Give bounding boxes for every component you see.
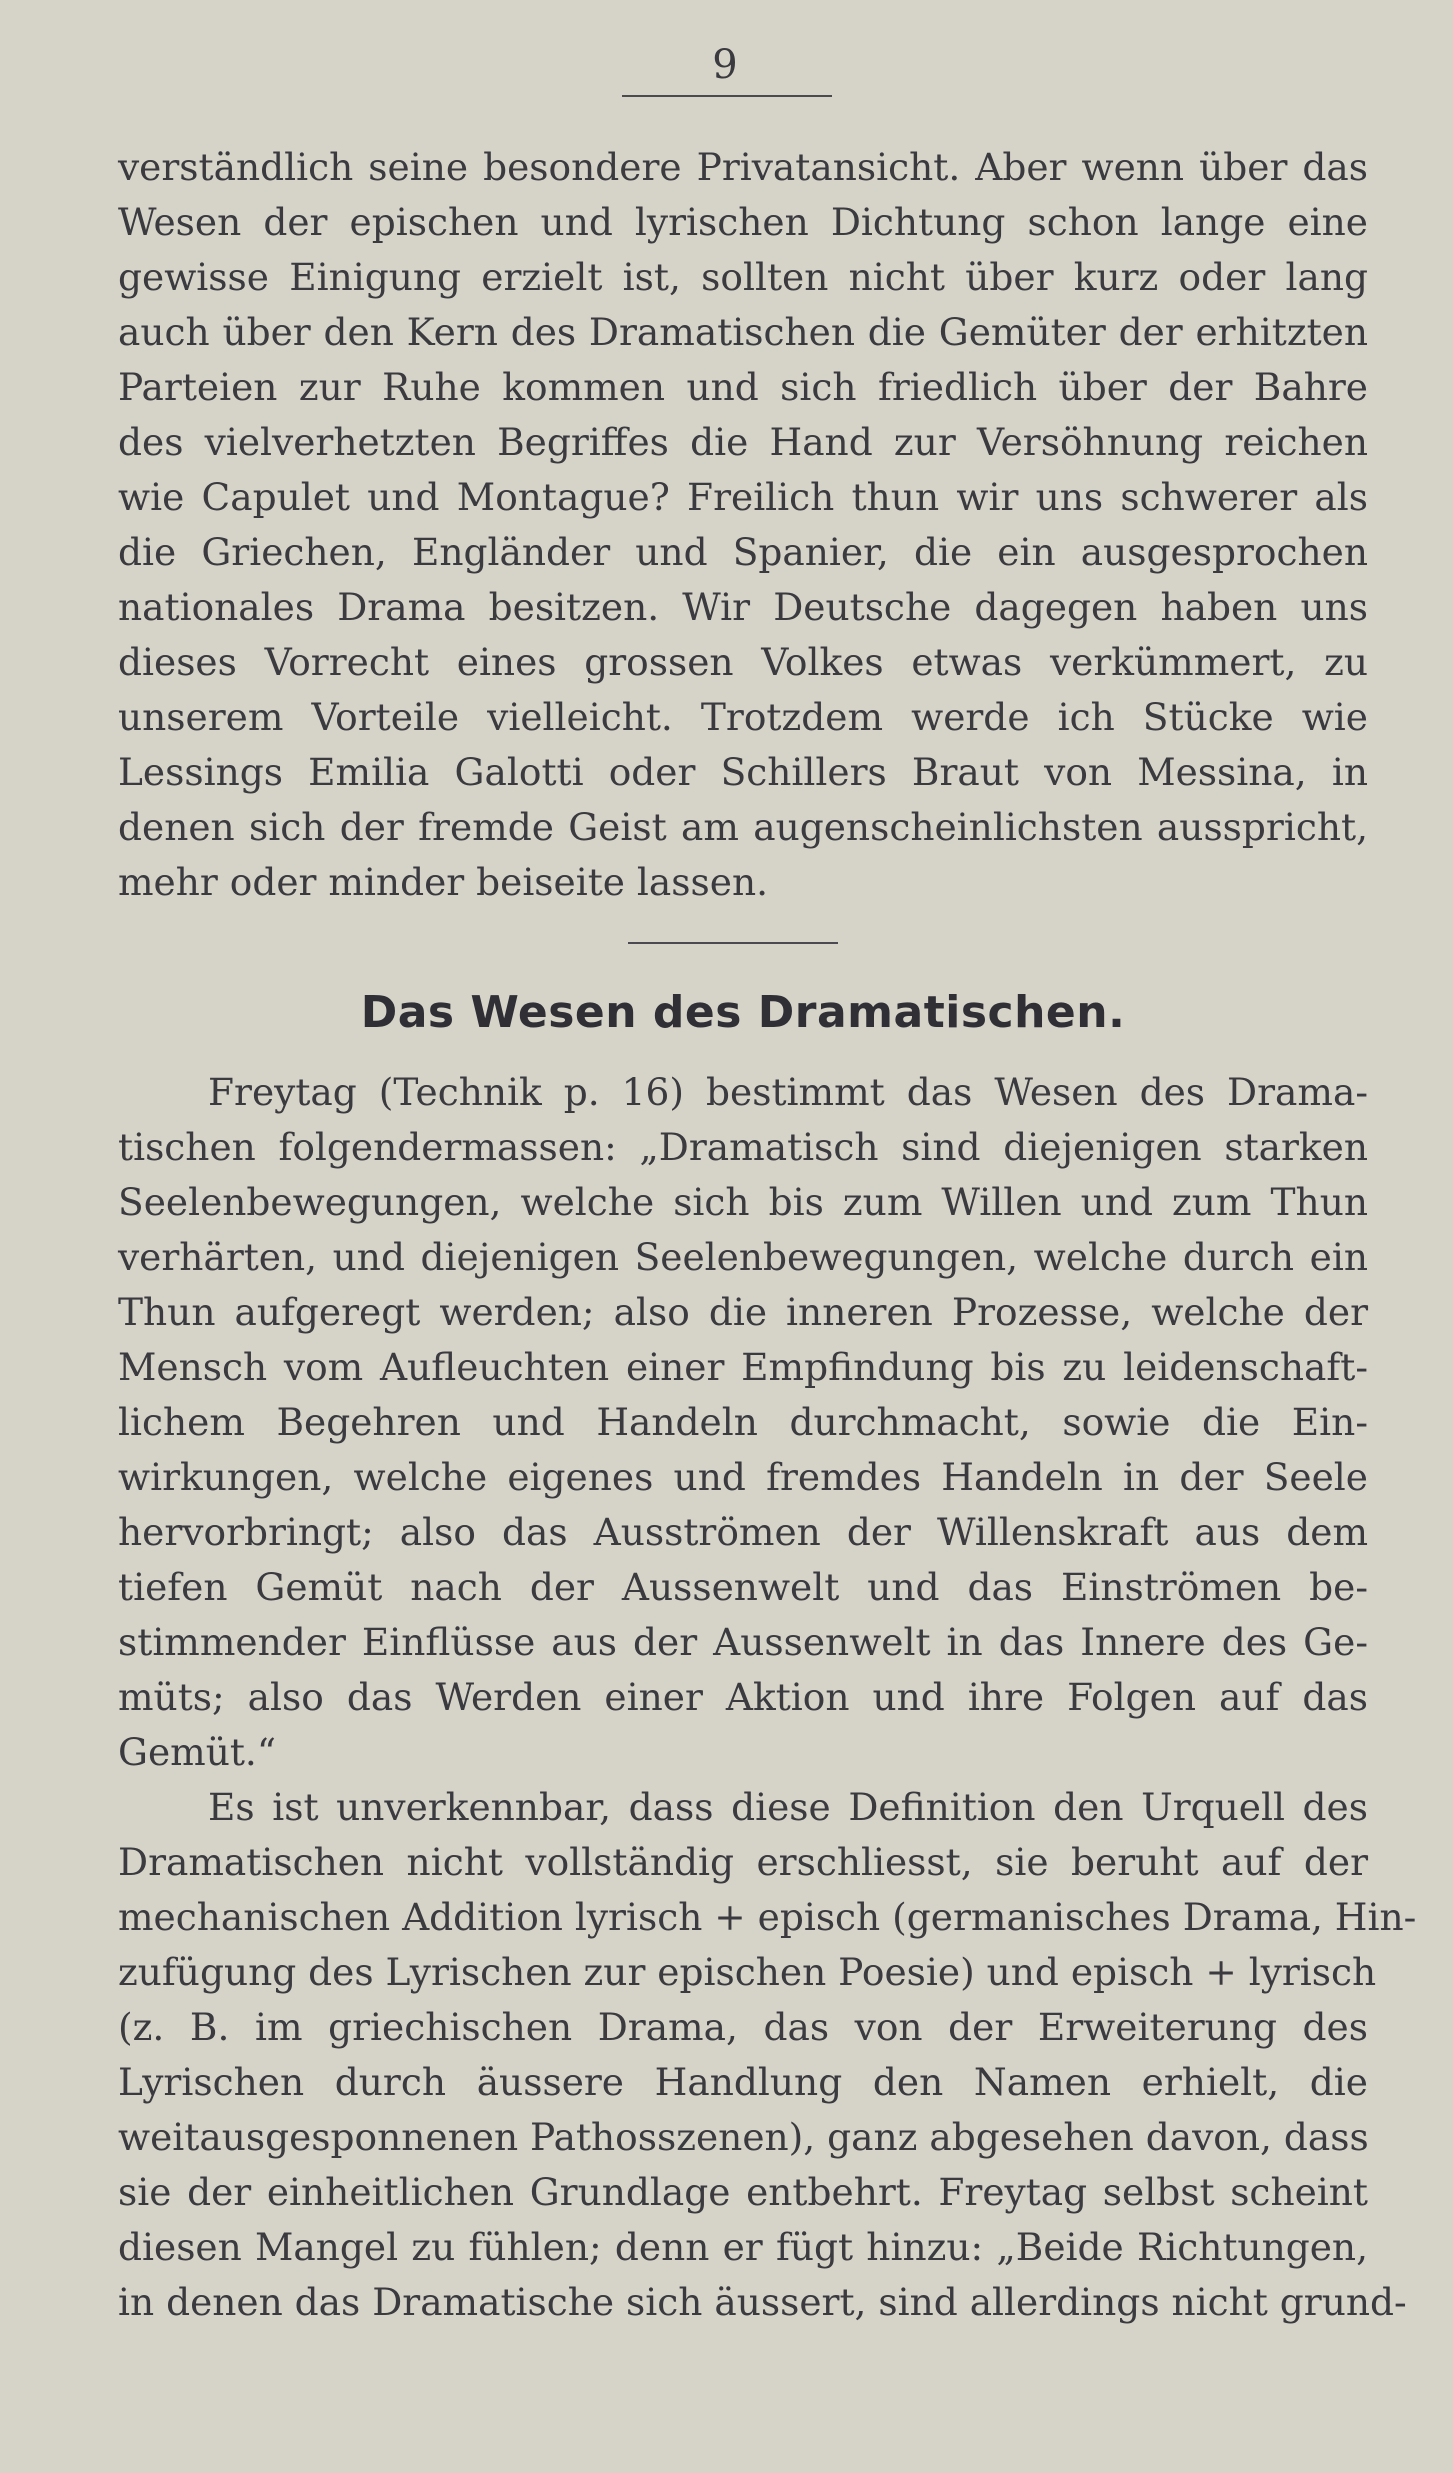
- paragraph-freytag-definition: [118, 1065, 1368, 1780]
- text-line: mechanischen Addition lyrisch + episch (germanisches Drama, Hin-: [118, 1895, 1417, 1939]
- text-line: (z. B. im griechischen Drama, das von der Erweiterung des: [118, 2005, 1368, 2049]
- text-line: weitausgesponnenen Pathosszenen), ganz abgesehen davon, dass: [118, 2115, 1369, 2159]
- text-line: denen sich der fremde Geist am augenscheinlichsten ausspricht,: [118, 805, 1368, 849]
- section-heading: Das Wesen des Dramatischen.: [360, 987, 1126, 1038]
- text-line: Seelenbewegungen, welche sich bis zum Willen und zum Thun: [118, 1180, 1368, 1224]
- text-line: wie Capulet und Montague? Freilich thun wir uns schwerer als: [118, 475, 1368, 519]
- text-line: die Griechen, Engländer und Spanier, die ein ausgesprochen: [118, 530, 1368, 574]
- text-line: Thun aufgeregt werden; also die inneren Prozesse, welche der: [118, 1290, 1368, 1334]
- text-line: dieses Vorrecht eines grossen Volkes etwas verkümmert, zu: [118, 640, 1368, 684]
- text-line: Gemüt.“: [118, 1730, 277, 1774]
- text-line: nationales Drama besitzen. Wir Deutsche dagegen haben uns: [118, 585, 1368, 629]
- text-line: sie der einheitlichen Grundlage entbehrt. Freytag selbst scheint: [118, 2170, 1368, 2214]
- text-line: unserem Vorteile vielleicht. Trotzdem werde ich Stücke wie: [118, 695, 1368, 739]
- text-line: Wesen der epischen und lyrischen Dichtung schon lange eine: [118, 200, 1368, 244]
- text-line: Dramatischen nicht vollständig erschliesst, sie beruht auf der: [118, 1840, 1368, 1884]
- text-line: Parteien zur Ruhe kommen und sich friedlich über der Bahre: [118, 365, 1368, 409]
- text-line: tischen folgendermassen: „Dramatisch sind diejenigen starken: [118, 1125, 1368, 1169]
- text-line: lichem Begehren und Handeln durchmacht, sowie die Ein-: [118, 1400, 1368, 1444]
- page-number: 9: [712, 42, 738, 88]
- text-line: tiefen Gemüt nach der Aussenwelt und das Einströmen be-: [118, 1565, 1368, 1609]
- text-line: müts; also das Werden einer Aktion und ihre Folgen auf das: [118, 1675, 1368, 1719]
- text-line: hervorbringt; also das Ausströmen der Willenskraft aus dem: [118, 1510, 1368, 1554]
- paragraph-continuation: [118, 140, 1368, 910]
- text-line: stimmender Einflüsse aus der Aussenwelt in das Innere des Ge-: [118, 1620, 1368, 1664]
- text-line: Mensch vom Aufleuchten einer Empfindung bis zu leidenschaft-: [118, 1345, 1368, 1389]
- text-line: Lyrischen durch äussere Handlung den Namen erhielt, die: [118, 2060, 1368, 2104]
- text-line: des vielverhetzten Begriffes die Hand zur Versöhnung reichen: [118, 420, 1368, 464]
- text-line: verhärten, und diejenigen Seelenbewegungen, welche durch ein: [118, 1235, 1368, 1279]
- section-divider: [628, 942, 838, 944]
- text-line: diesen Mangel zu fühlen; denn er fügt hinzu: „Beide Richtungen,: [118, 2225, 1368, 2269]
- text-line: mehr oder minder beiseite lassen.: [118, 860, 769, 904]
- text-line: auch über den Kern des Dramatischen die Gemüter der erhitzten: [118, 310, 1368, 354]
- text-line: in denen das Dramatische sich äussert, sind allerdings nicht grund-: [118, 2280, 1407, 2324]
- text-line: Es ist unverkennbar, dass diese Definition den Urquell des: [208, 1785, 1368, 1829]
- text-line: verständlich seine besondere Privatansicht. Aber wenn über das: [118, 145, 1368, 189]
- text-line: Lessings Emilia Galotti oder Schillers Braut von Messina, in: [118, 750, 1368, 794]
- text-line: gewisse Einigung erzielt ist, sollten nicht über kurz oder lang: [118, 255, 1368, 299]
- text-line: wirkungen, welche eigenes und fremdes Handeln in der Seele: [118, 1455, 1368, 1499]
- text-line: zufügung des Lyrischen zur epischen Poesie) und episch + lyrisch: [118, 1950, 1377, 1994]
- header-rule: [622, 95, 832, 97]
- text-line: Freytag (Technik p. 16) bestimmt das Wesen des Drama-: [208, 1070, 1368, 1114]
- paragraph-critique: [118, 1780, 1417, 2330]
